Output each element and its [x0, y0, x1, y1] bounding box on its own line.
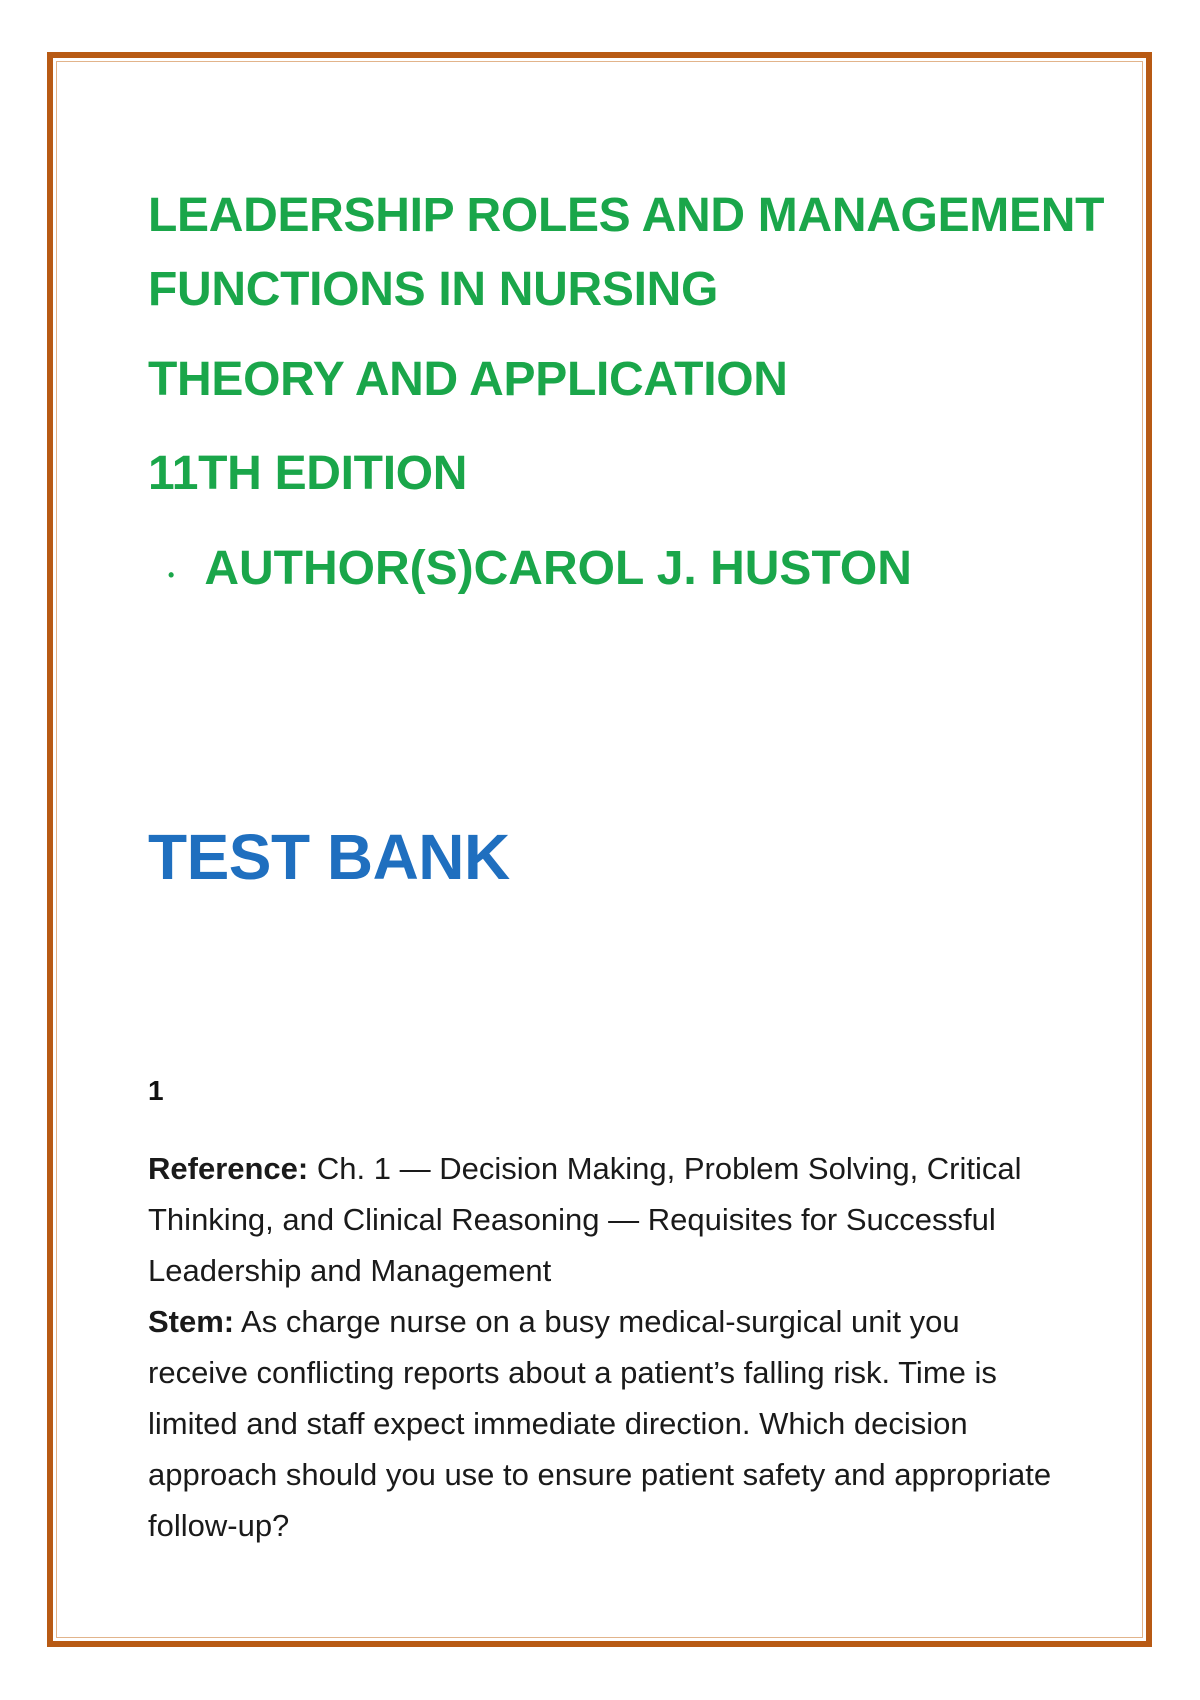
author-text: AUTHOR(S)CAROL J. HUSTON [204, 542, 912, 595]
title-line-1: LEADERSHIP ROLES AND MANAGEMENT [148, 189, 1105, 242]
stem-text: As charge nurse on a busy medical-surgical unit you receive conflicting reports about a patient’s falling risk. Time is limited and staff expect immediate direction. Which decision approach should you use to ensure patient safety and appropriate follow-up? [148, 1304, 1052, 1543]
reference-label: Reference: [148, 1151, 309, 1186]
stem-paragraph [148, 1296, 1068, 1551]
stem-label: Stem: [148, 1304, 235, 1339]
reference-text: Ch. 1 — Decision Making, Problem Solving, Critical Thinking, and Clinical Reasoning — Requisites for Successful Leadership and Management [148, 1151, 1022, 1288]
edition-line: 11TH EDITION [148, 447, 468, 500]
question-number: 1 [148, 1075, 164, 1106]
page-border [47, 52, 1152, 1647]
subtitle-line: THEORY AND APPLICATION [148, 353, 788, 406]
section-heading: TEST BANK [148, 821, 510, 893]
reference-paragraph [148, 1143, 1068, 1296]
bullet-icon: • [168, 565, 175, 585]
title-line-2: FUNCTIONS IN NURSING [148, 263, 719, 316]
author-line [168, 541, 912, 597]
question-body [148, 1143, 1068, 1551]
